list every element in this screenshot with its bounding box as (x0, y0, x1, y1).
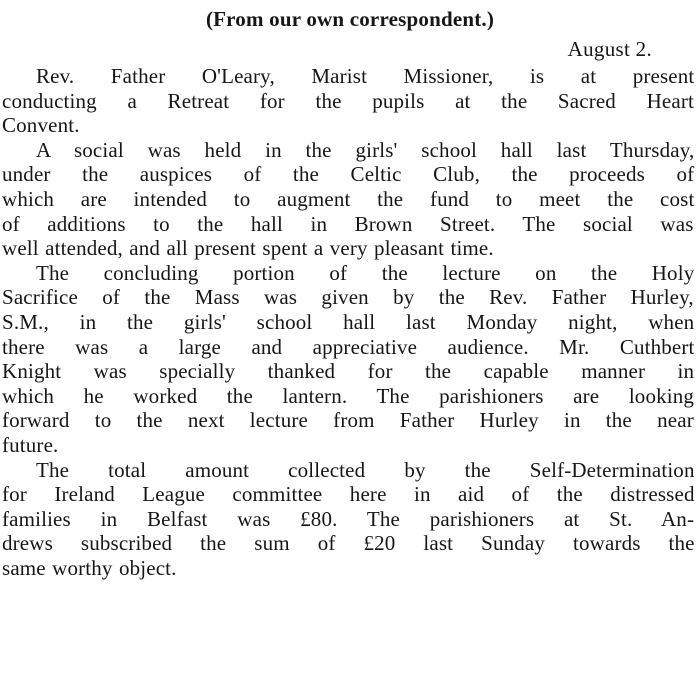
text-line: under the auspices of the Celtic Club, the proceeds of (2, 162, 695, 187)
paragraph-social (2, 138, 696, 261)
text-line: which are intended to augment the fund to meet the cost (2, 186, 695, 211)
dateline: August 2. (567, 37, 652, 61)
correspondent-heading: (From our own correspondent.) (205, 7, 495, 31)
paragraph-collection (2, 458, 696, 581)
article-body (2, 64, 696, 580)
text-line: same worthy object. (2, 555, 177, 580)
text-line: well attended, and all present spent a very pleasant time. (2, 236, 494, 261)
text-line: there was a large and appreciative audience. Mr. Cuthbert (2, 334, 695, 359)
text-line: for Ireland League committee here in aid of the distressed (2, 482, 695, 507)
paragraph-lecture (2, 261, 696, 458)
text-line: which he worked the lantern. The parishioners are looking (2, 383, 695, 408)
text-line: S.M., in the girls' school hall last Monday night, when (2, 309, 695, 334)
text-line: Sacrifice of the Mass was given by the Rev. Father Hurley, (2, 285, 694, 310)
text-line: Knight was specially thanked for the capable manner in (2, 359, 695, 384)
text-line: Rev. Father O'Leary, Marist Missioner, is at present (36, 64, 695, 88)
text-line: forward to the next lecture from Father Hurley in the near (2, 408, 694, 433)
text-line: Convent. (2, 113, 80, 138)
text-line: drews subscribed the sum of £20 last Sunday towards the (2, 531, 695, 556)
text-line: of additions to the hall in Brown Street. The social was (2, 211, 694, 236)
paragraph-retreat (2, 64, 696, 138)
text-line: future. (2, 432, 59, 457)
text-line: The total amount collected by the Self-Determination (36, 457, 695, 482)
text-line: conducting a Retreat for the pupils at the Sacred Heart (2, 88, 694, 113)
text-line: The concluding portion of the lecture on the Holy (36, 260, 695, 285)
text-line: families in Belfast was £80. The parishioners at St. An- (2, 506, 695, 531)
text-line: A social was held in the girls' school hall last Thursday, (36, 137, 695, 162)
